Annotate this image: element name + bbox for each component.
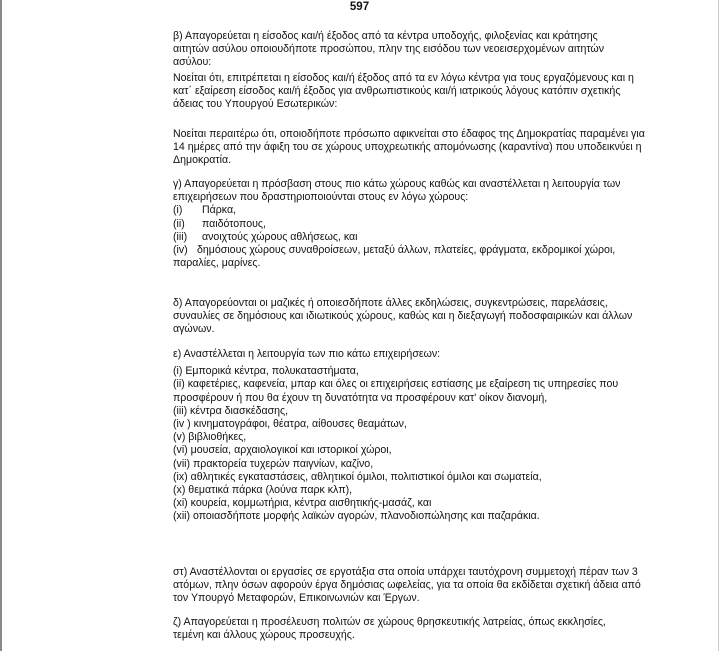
paragraph-sigma-tau <box>173 566 655 606</box>
text-line: δ) Απαγορεύονται οι μαζικές ή οποιεσδήποτε άλλες εκδηλώσεις, συγκεντρώσεις, παρελάσεις, <box>173 297 608 309</box>
list-item: (iv ) κινηματογράφοι, θέατρα, αίθουσες θεαμάτων, <box>173 418 407 431</box>
text-line: άδειας του Υπουργού Εσωτερικών: <box>173 98 338 111</box>
list-item: (vii) πρακτορεία τυχερών παιγνίων, καζίνο, <box>173 457 374 470</box>
item-text: δημόσιους χώρους συναθροίσεων, μεταξύ άλλων, πλατείες, φράγματα, εκδρομικοί χώροι, <box>197 244 616 257</box>
page-number: 597 <box>349 1 370 13</box>
text-line: επιχειρήσεων που δραστηριοποιούνται στους εν λόγω χώρους: <box>173 191 469 204</box>
paragraph-gamma <box>173 178 655 270</box>
list-item: (xi) κουρεία, κομμωτήρια, κέντρα αισθητικής-μασάζ, και <box>173 497 432 510</box>
text-line: στ) Αναστέλλονται οι εργασίες σε εργοτάξια στα οποία υπάρχει ταυτόχρονη συμμετοχή πέραν των 3 <box>173 566 638 578</box>
list-item: (x) θεματικά πάρκα (λούνα παρκ κλπ), <box>173 484 353 497</box>
text-line: παραλίες, μαρίνες. <box>173 257 261 270</box>
page-edge <box>0 0 2 651</box>
text-line: τον Υπουργό Μεταφορών, Επικοινωνιών και Έργων. <box>173 592 420 605</box>
paragraph-zeta <box>173 616 655 642</box>
text-line: 14 ημέρες από την άφιξη του σε χώρους υποχρεωτικής απομόνωσης (καραντίνα) που υποδεικνύει η <box>173 141 642 154</box>
text-line: προσφέρουν ή που θα έχουν τη δυνατότητα να προσφέρουν κατ' οίκον διανομή, <box>173 391 548 404</box>
item-text: Πάρκα, <box>202 204 237 217</box>
paragraph-delta <box>173 297 655 337</box>
item-number: (i) <box>173 204 183 217</box>
item-number: (iv) <box>173 244 188 257</box>
text-line: αιτητών ασύλου οποιουδήποτε προσώπου, πλην της εισόδου των νεοεισερχομένων αιτητών <box>173 43 604 56</box>
item-number: (iii) <box>173 230 188 243</box>
list-item <box>173 218 655 231</box>
text-line: ασύλου: <box>173 56 212 69</box>
list-item: (i) Εμπορικά κέντρα, πολυκαταστήματα, <box>173 365 359 378</box>
list-item <box>173 204 655 217</box>
text-line: ατόμων, πλην όσων αφορούν έργα δημόσιας ωφελείας, για τα οποία θα εκδίδεται σχετική άδεια από <box>173 579 641 592</box>
item-text: παιδότοπους, <box>202 217 266 230</box>
text-line: Νοείται ότι, επιτρέπεται η είσοδος και/ή έξοδος από τα εν λόγω κέντρα για τους εργαζόμενους και η <box>173 71 634 84</box>
text-line: Δημοκρατία. <box>173 154 232 167</box>
item-text: ανοιχτούς χώρους αθλήσεως, και <box>202 230 358 243</box>
text-line: ζ) Απαγορεύεται η προσέλευση πολιτών σε χώρους θρησκευτικής λατρείας, όπως εκκλησίες, <box>173 616 606 628</box>
text-line: ε) Αναστέλλεται η λειτουργία των πιο κάτω επιχειρήσεων: <box>173 348 441 360</box>
text-line: τεμένη και άλλους χώρους προσευχής. <box>173 629 355 642</box>
list-item: (xii) οποιασδήποτε μορφής λαϊκών αγορών, πλανοδιοπώλησης και παζαράκια. <box>173 510 540 523</box>
text-line: Νοείται περαιτέρω ότι, οποιοδήποτε πρόσωπο αφικνείται στο έδαφος της Δημοκρατίας παραμένει για <box>173 128 645 140</box>
text-line: β) Απαγορεύεται η είσοδος και/ή έξοδος από τα κέντρα υποδοχής, φιλοξενίας και κράτησης <box>173 30 598 42</box>
text-line: γ) Απαγορεύεται η πρόσβαση στους πιο κάτω χώρους καθώς και αναστέλλεται η λειτουργία των <box>173 178 621 190</box>
text-line: κατ΄ εξαίρεση είσοδος και/ή έξοδος για ανθρωπιστικούς και/ή ιατρικούς λόγους κατόπιν σχετικής <box>173 84 621 97</box>
list-item: (iii) κέντρα διασκέδασης, <box>173 404 289 417</box>
text-line: συναυλίες σε δημόσιους και ιδιωτικούς χώρους, καθώς και η διεξαγωγή ποδοσφαιρικών και άλλων <box>173 310 633 323</box>
list-item <box>173 231 655 244</box>
list-item: (vi) μουσεία, αρχαιολογικοί και ιστορικοί χώροι, <box>173 444 392 457</box>
paragraph-beta <box>173 30 655 111</box>
list-item <box>173 244 655 257</box>
text-line: αγώνων. <box>173 323 215 336</box>
list-item: (ii) καφετέριες, καφενεία, μπαρ και όλες οι επιχειρήσεις εστίασης με εξαίρεση τις υπηρεσίες που <box>173 378 619 391</box>
item-number: (ii) <box>173 217 185 230</box>
list-item: (v) βιβλιοθήκες, <box>173 431 247 444</box>
list-item: (ix) αθλητικές εγκαταστάσεις, αθλητικοί όμιλοι, πολιτιστικοί όμιλοι και σωματεία, <box>173 470 542 483</box>
paragraph-proviso <box>173 128 655 168</box>
paragraph-epsilon <box>173 348 655 524</box>
